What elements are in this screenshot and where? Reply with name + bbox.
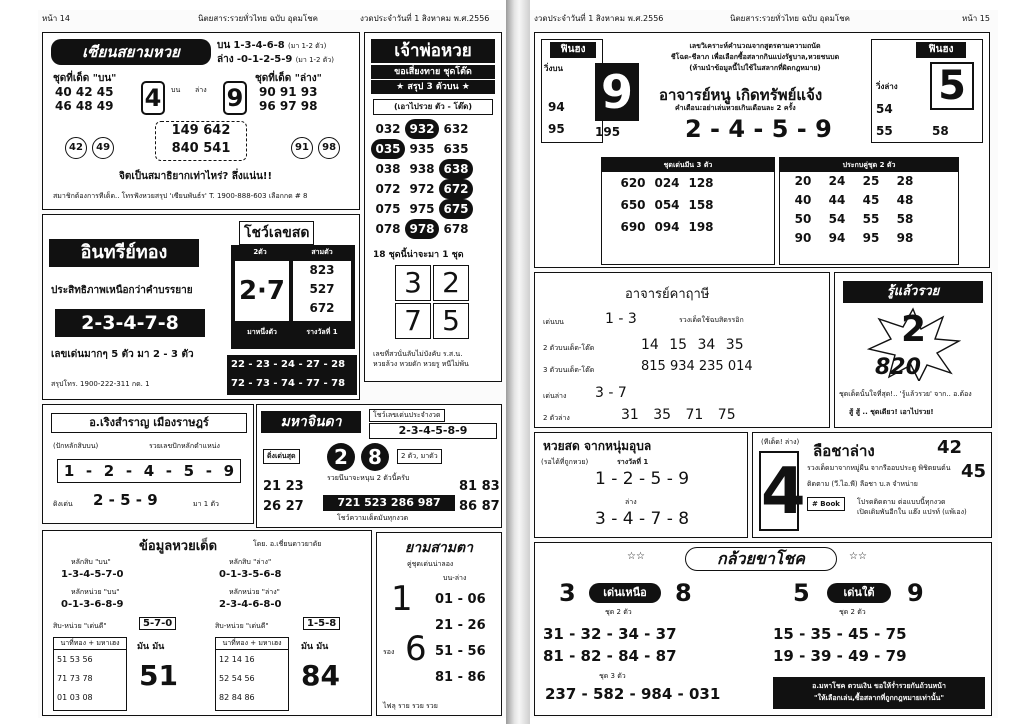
tag: (ทีเด็ด! ล่าง) [761,438,800,446]
description-2: ติดตาม (วี.ไอ.พี) ลือชา บ.ล จำหน่าย [807,480,918,488]
value: 5-7-0 [139,617,176,630]
warning: คำเตือน:อย่าเล่นหวยเกินเดือนละ 2 ครั้ง [675,104,796,112]
table-1: นาที่ทอง + มหาเฮง 51 53 56 71 73 78 01 03 08 [53,637,127,711]
label: เด่นบน [543,318,564,326]
ru-laew-ruay-panel [834,272,992,428]
hot-note: มา 1 ตัว [193,500,219,508]
right-page [530,10,998,718]
top-digits: 1 - 2 - 5 - 9 [595,469,690,489]
issue-date: งวดประจำวันที่ 1 สิงหาคม พ.ศ.2556 [534,14,664,23]
footer: ไฟลุ ราย รวย รวย [383,702,438,710]
panel-title: หวยสด จากหนุ่มอุบล [543,439,652,453]
value: 0-1-3-6-8-9 [61,599,124,610]
number-2: 45 [961,461,987,482]
ajarn-name: อาจารย์หนู เกิดทรัพย์แจ้ง [659,86,823,104]
mid-label: ดิ่งเด่นสุด [263,449,300,464]
footer-box: อ.มหาโชค ตวนเงิน ขอให้ร่ำรวยกันถ้วนหน้า "ให้เลือกเล่น,ซื้อสลากที่ถูกกฎหมายเท่านั้น" [773,677,985,709]
phone: สรุปโทร. 1900-222-311 กด. 1 [51,380,150,388]
panel-title: เจ้าพ่อหวย [371,39,495,63]
stars-left: ☆☆ [627,551,645,562]
lue-cha-panel [752,432,992,538]
label: เด่นล่าง [543,392,567,400]
note: 18 ชุดนี้น่าจะมา 1 ชุด [373,250,464,260]
pair-label-right: ชุด 2 ตัว [839,608,866,616]
description: รวงเด็ดมาจากหมู่ผืน จากรีออบประตู พิชิตยนต์น [807,464,951,472]
bottom-word: ล่าง [195,86,207,94]
right-pairs: 81 83 86 87 [459,479,500,514]
tag: มัน มัน [301,642,329,652]
book-gutter [506,0,530,724]
byline: โดย. อ.เชี่ยนดาวยาดัย [253,540,322,548]
label: หลักหน่วย "บน" [71,588,120,596]
value: 14 15 34 35 [641,337,744,353]
pair-label-left: ชุด 2 ตัว [605,608,632,616]
label: หลักสิบ "บน" [71,558,111,566]
summary: ★ สรุป 3 ตัวบน ★ [371,80,495,94]
center-numbers: 149 642 840 541 [155,121,247,161]
book-badge: # Book [807,497,845,511]
digit-c: 5 [793,579,810,607]
pair-rows: 22 - 23 - 24 - 27 - 28 72 - 73 - 74 - 77 - 78 [227,355,357,395]
right-circles: 91 98 [291,135,340,159]
big-digit-2: 8 [361,443,389,471]
big-number: 2·7 [235,261,289,321]
panel-title: มหาจินดา [261,411,361,433]
slogan: จิตเป็นสมาธิยากเท่าไหร่? ลึ่งแน่น!! [119,171,273,182]
page-number: หน้า 14 [42,14,70,23]
intro: เลขวิเคราะห์คำนวณจากสูตรตามความถนัด ชีโฉด-ชีลาภ เพื่อเลือกซื้อสลากกินแบ่งรัฐบาล,หวยชนบด (ห้ามนำข้อมูลนี้ไปใช้ในสลากที่ผิดกฎหมาย) [670,42,840,72]
yam-sam-ta-panel [376,532,502,716]
label: สิบ-หน่วย "เด่นดี" [215,622,269,630]
big-digit-2: 6 [405,629,427,669]
left-rows: 31 - 32 - 34 - 37 81 - 82 - 84 - 87 [543,625,677,665]
hot-numbers: 2-3-4-7-8 [55,309,205,337]
left-ad: ฟินฮง วิ่งบน 94 95 [541,39,603,143]
label: หลักหน่วย "ล่าง" [229,588,280,596]
left-circles: 42 49 [65,135,114,159]
tag: มัน มัน [137,642,165,652]
lower-digits: 3 - 4 - 7 - 8 [595,509,690,529]
big-bottom-digit: 9 [223,81,247,115]
mid-note: 2 ตัว, มาตัว [397,449,442,464]
pair-table: ประกบคู่ชุด 2 ตัว 20 24 25 28 40 44 45 48 50 54 55 58 90 94 95 98 [779,157,959,265]
big-digit-1: 2 [327,443,355,471]
big-top-digit: 4 [141,81,165,115]
issue-date: งวดประจำวันที่ 1 สิงหาคม พ.ศ.2556 [360,14,490,23]
note-2: สู้ สู้ .. ชุดเดียว! เอาไปรวย! [849,408,934,416]
stars-right: ☆☆ [849,551,867,562]
digit-d: 9 [907,579,924,607]
footer: โชว์ความเด็ดมันทุกงวด [337,514,409,522]
footer-note: สมาชิกต้องการทีเด็ด.. โทรฟังหวยสรุป 'เซียนพันธ์ร' T. 1900-888-603 เลือกกด # 8 [53,192,308,200]
footer: เลขที่สวนั่นลับไม่บังคับ ร.ส.น. หวยล้วง หวยดัก หวยรู หนีไม่พ้น [373,350,469,368]
page-number: หน้า 15 [962,14,990,23]
value: 815 934 235 014 [641,359,753,374]
three-digit-row: 721 523 286 987 [323,495,455,511]
big-digit: 2 [901,309,927,350]
label: 2 ตัวบนเด็ด-โต๊ด [543,344,595,352]
label: 3 ตัวบนเด็ด-โต๊ด [543,366,595,374]
hot-label: ดิงเด่น [53,500,73,508]
mid-label: รอง [383,648,395,656]
note: ชุดเด็ดนั้นใจที่สุด!.. 'รู้แล้วรวย' จาก.. อ.ต้อง [839,390,972,398]
ajarn-ring-panel [42,404,254,524]
right-rows: 15 - 35 - 45 - 75 19 - 39 - 49 - 79 [773,625,907,665]
value: 1 - 3 [605,311,637,327]
sub-title-2: รวยเลขปักหลักตำแหน่ง [149,442,220,450]
number-grid: 3 2 7 5 [395,265,471,341]
top-word: บน [171,86,181,94]
panel-title: อ.เริงสำราญ เมืองราษฎร์ [51,413,247,433]
label: 2 ตัวล่าง [543,414,570,422]
pair-list: 01 - 06 21 - 26 51 - 56 81 - 86 [435,592,486,685]
description: ประสิทธิภาพเหนือกว่าคำบรรยาย [51,285,193,296]
three-digit-list: 823 527 672 [293,261,351,321]
sub-title-2: บน-ล่าง [443,574,467,582]
value: 1-3-4-5-7-0 [61,569,124,580]
left-numbers: 40 42 45 46 48 49 [55,85,114,113]
left-page [38,10,506,718]
digit-row: 1 - 2 - 4 - 5 - 9 [57,459,241,483]
small-note: รวยนึนาจะหนุน 2 ตัวนี้ครับ [327,474,410,482]
panel-title: เซียนสยามหวย [51,39,211,65]
big-digit: 4 [759,451,799,531]
panel-title: อาจารย์คาฤาษี [625,287,710,302]
main-digits: 2 - 4 - 5 - 9 [685,115,832,143]
south-label: เด่นใต้ [827,583,891,603]
fin-hong-panel [534,32,990,268]
left-pairs: 21 23 26 27 [263,479,304,514]
sub-title: คู่ชุดเด่นน่าลอง [407,560,454,568]
show-title: โชว์เลขสด [239,221,314,245]
number-1: 42 [937,437,963,458]
maha-jinda-panel [256,404,502,528]
three-left: 195 [595,125,621,139]
label: สิบ-หน่วย "เด่นดี" [53,622,107,630]
jaopho-huay-panel [364,32,502,382]
sub-title: (ปักหลักสิบบน) [53,442,99,450]
three-digit-table: ชุดเด่นมีน 3 ตัว 620 024 128 650 054 158 690 094 198 [601,157,775,265]
digit-a: 3 [559,579,576,607]
panel-title: อินทรีย์ทอง [49,239,199,267]
table-2: นาที่ทอง + มหาเฮง 12 14 16 52 54 56 82 84 86 [215,637,289,711]
inthee-thong-panel [42,214,360,400]
value: 1-5-8 [303,617,340,630]
sub-title: ขอเสี่ยงทาย ชุดโต๊ด [371,65,495,79]
north-label: เด่นเหนือ [589,583,661,603]
three-digit-row: 237 - 582 - 984 - 031 [545,685,721,703]
value: 2-3-4-6-8-0 [219,599,282,610]
top-digits: 2-3-4-5-8-9 [369,423,497,439]
huay-sod-panel [534,432,748,538]
toad-grid: 032 932 632 035 935 635 038 938 638 072 972 672 075 975 675 078 978 678 [371,119,497,239]
three-digit: 820 [875,355,921,380]
sub-title: (รอได้ที่ถูกหวย) [541,458,589,466]
hint: เลขเด่นมากๆ 5 ตัว มา 2 - 3 ตัว [51,349,194,360]
panel-title: ยามสามตา [405,540,473,556]
right-numbers: 90 91 93 96 97 98 [259,85,318,113]
sub-title: รวงเด็ดใช้ฉบสิดรรอิก [679,316,744,324]
prize-label: รางวัลที่ 1 [617,458,649,466]
big-number-1: 51 [139,659,178,692]
hot-numbers: 2 - 5 - 9 [93,491,158,509]
tag: โชว์เลขเด่นประจำงวด [369,409,445,422]
big-number-2: 84 [301,659,340,692]
sian-siam-huay-panel [42,32,360,210]
value: 0-1-3-5-6-8 [219,569,282,580]
value: 3 - 7 [595,385,627,401]
panel-title: ข้อมูลหวยเด็ด [139,539,218,554]
right-heading: ชุดที่เด็ด "ล่าง" [255,73,322,84]
ajarn-kha-panel [534,272,830,428]
band: (เอาไปรวย ตัว - โต๊ด) [373,99,493,115]
panel-title: รู้แล้วรวย [843,281,983,303]
note: โปรดติดตาม ต่อแบบนี้ทุกงวด เปิดเดิมพันอีกใน แฮ๊ง แปรท์ (แพ้เอง) [857,498,967,516]
big-digit-1: 1 [391,579,413,619]
left-heading: ชุดที่เด็ด "บน" [53,73,117,84]
data-hot-panel [42,530,372,716]
value: 31 35 71 75 [621,407,736,423]
digit-b: 8 [675,579,692,607]
magazine-name: นิตยสาร:รวยทั่วไทย ฉบับ อุดมโชค [730,14,850,23]
lower-label: ล่าง [625,498,637,506]
magazine-name: นิตยสาร:รวยทั่วไทย ฉบับ อุดมโชค [198,14,318,23]
right-ad: ฟินฮง วิ่งล่าง 5 54 55 58 [871,39,983,143]
three-label: ชุด 3 ตัว [599,672,626,680]
show-box: 2ตัว สามตัว 2·7 823 527 672 มาหนึ่งตัว รางวัลที่ 1 [231,245,355,349]
top-digits: บน 1-3-4-6-8 (มา 1-2 ตัว) ล่าง -0-1-2-5-9 (มา 1-2 ตัว) [217,40,334,65]
big-digit-left: 9 [595,63,639,121]
kluay-kha-chok-panel [534,542,992,716]
panel-title: ลือชาล่าง [813,442,875,460]
panel-title: กล้วยขาโชค [685,547,837,571]
label: หลักสิบ "ล่าง" [229,558,272,566]
